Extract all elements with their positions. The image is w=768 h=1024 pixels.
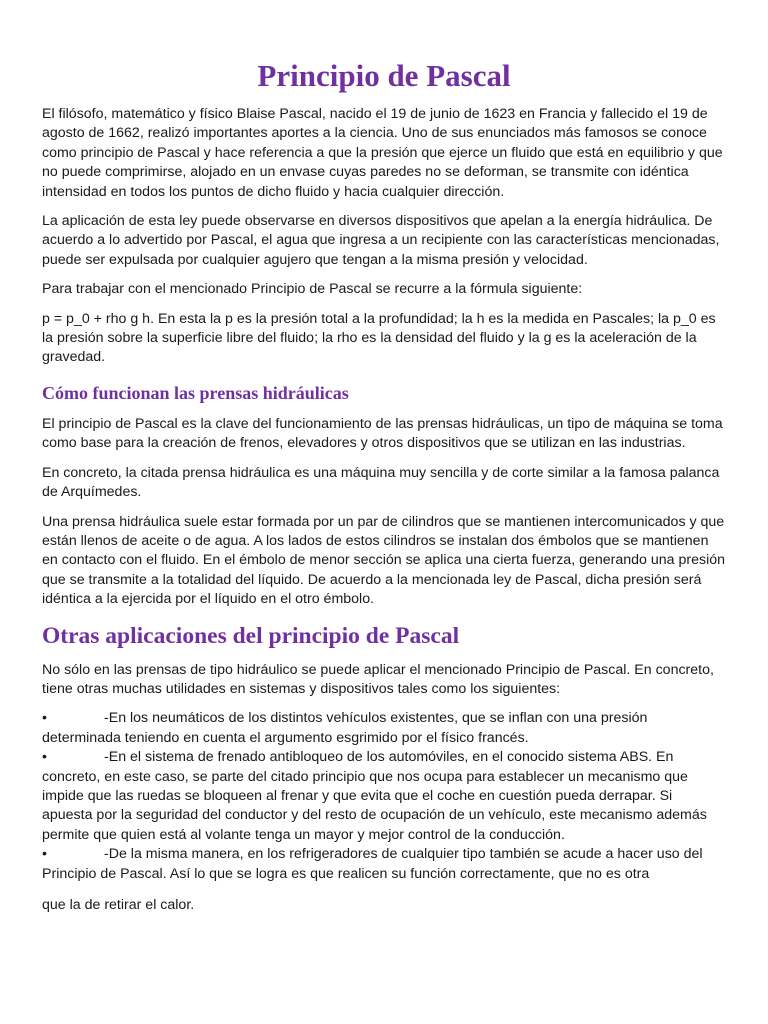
list-item xyxy=(42,845,726,884)
applications-list xyxy=(42,709,726,915)
section-heading-prensas: Cómo funcionan las prensas hidráulicas xyxy=(42,382,349,403)
bullet-icon: • xyxy=(42,846,47,863)
list-item xyxy=(42,748,726,845)
page-title: Principio de Pascal xyxy=(257,58,511,93)
list-item-text: -De la misma manera, en los refrigeradores de cualquier tipo también se acude a hacer uso del Principio de Pascal. Así lo que se logra es que realicen su función correctamente, que no es otra xyxy=(42,846,703,882)
document-page xyxy=(42,0,726,1024)
bullet-icon: • xyxy=(42,710,47,727)
prensas-paragraph-2: En concreto, la citada prensa hidráulica es una máquina muy sencilla y de corte similar a la famosa palanca de Arquímedes. xyxy=(42,464,720,501)
document-body xyxy=(42,105,726,925)
list-item-text: -En el sistema de frenado antibloqueo de los automóviles, en el conocido sistema ABS. En concreto, en este caso, se parte del citado principio que nos ocupa para establecer un mecanismo que impide que las ruedas se bloqueen al frenar y que evita que el coche en cuestión pueda derrapar. Si apuesta por la seguridad del conductor y del resto de ocupación de un vehículo, este mecanismo además permite que quien está al volante tenga un mayor y mejor control de la conducción. xyxy=(42,749,707,843)
prensas-paragraph-3: Una prensa hidráulica suele estar formada por un par de cilindros que se mantienen intercomunicados y que están llenos de aceite o de agua. A los lados de estos cilindros se instalan dos émbolos que se mantienen en contacto con el fluido. En el émbolo de menor sección se aplica una cierta fuerza, generando una presión que se transmite a la totalidad del líquido. De acuerdo a la mencionada ley de Pascal, dicha presión será idéntica a la ejercida por el líquido en el otro émbolo. xyxy=(42,513,726,608)
intro-paragraph-1: El filósofo, matemático y físico Blaise Pascal, nacido el 19 de junio de 1623 en Francia y fallecido el 19 de agosto de 1662, realizó importantes aportes a la ciencia. Uno de sus enunciados más famosos se conoce como principio de Pascal y hace referencia a que la presión que ejerce un fluido que está en equilibrio y que no puede comprimirse, alojado en un envase cuyas paredes no se deforman, se transmite con idéntica intensidad en todos los puntos de dicho fluido y hacia cualquier dirección. xyxy=(42,106,723,200)
closing-line: que la de retirar el calor. xyxy=(42,897,195,913)
bullet-icon: • xyxy=(42,749,47,766)
formula-paragraph: p = p_0 + rho g h. En esta la p es la presión total a la profundidad; la h es la medida en Pascales; la p_0 es la presión sobre la superficie libre del fluido; la rho es la densidad del fluido y la g es la aceleración de la gravedad. xyxy=(42,310,716,366)
list-item xyxy=(42,709,726,748)
section-heading-aplicaciones: Otras aplicaciones del principio de Pascal xyxy=(42,622,460,649)
intro-paragraph-3: Para trabajar con el mencionado Principio de Pascal se recurre a la fórmula siguiente: xyxy=(42,281,583,298)
aplicaciones-intro: No sólo en las prensas de tipo hidráulico se puede aplicar el mencionado Principio de Pascal. En concreto, tiene otras muchas utilidades en sistemas y dispositivos tales como los siguientes: xyxy=(42,661,714,697)
prensas-paragraph-1: El principio de Pascal es la clave del funcionamiento de las prensas hidráulicas, un tipo de máquina se toma como base para la creación de frenos, elevadores y otros dispositivos que se utilizan en las industrias. xyxy=(42,415,723,452)
intro-paragraph-2: La aplicación de esta ley puede observarse en diversos dispositivos que apelan a la energía hidráulica. De acuerdo a lo advertido por Pascal, el agua que ingresa a un recipiente con las características mencionadas, puede ser expulsada por cualquier agujero que tengan a la misma presión y velocidad. xyxy=(42,213,720,268)
list-item-text: -En los neumáticos de los distintos vehículos existentes, que se inflan con una presión determinada teniendo en cuenta el argumento esgrimido por el físico francés. xyxy=(42,710,648,746)
